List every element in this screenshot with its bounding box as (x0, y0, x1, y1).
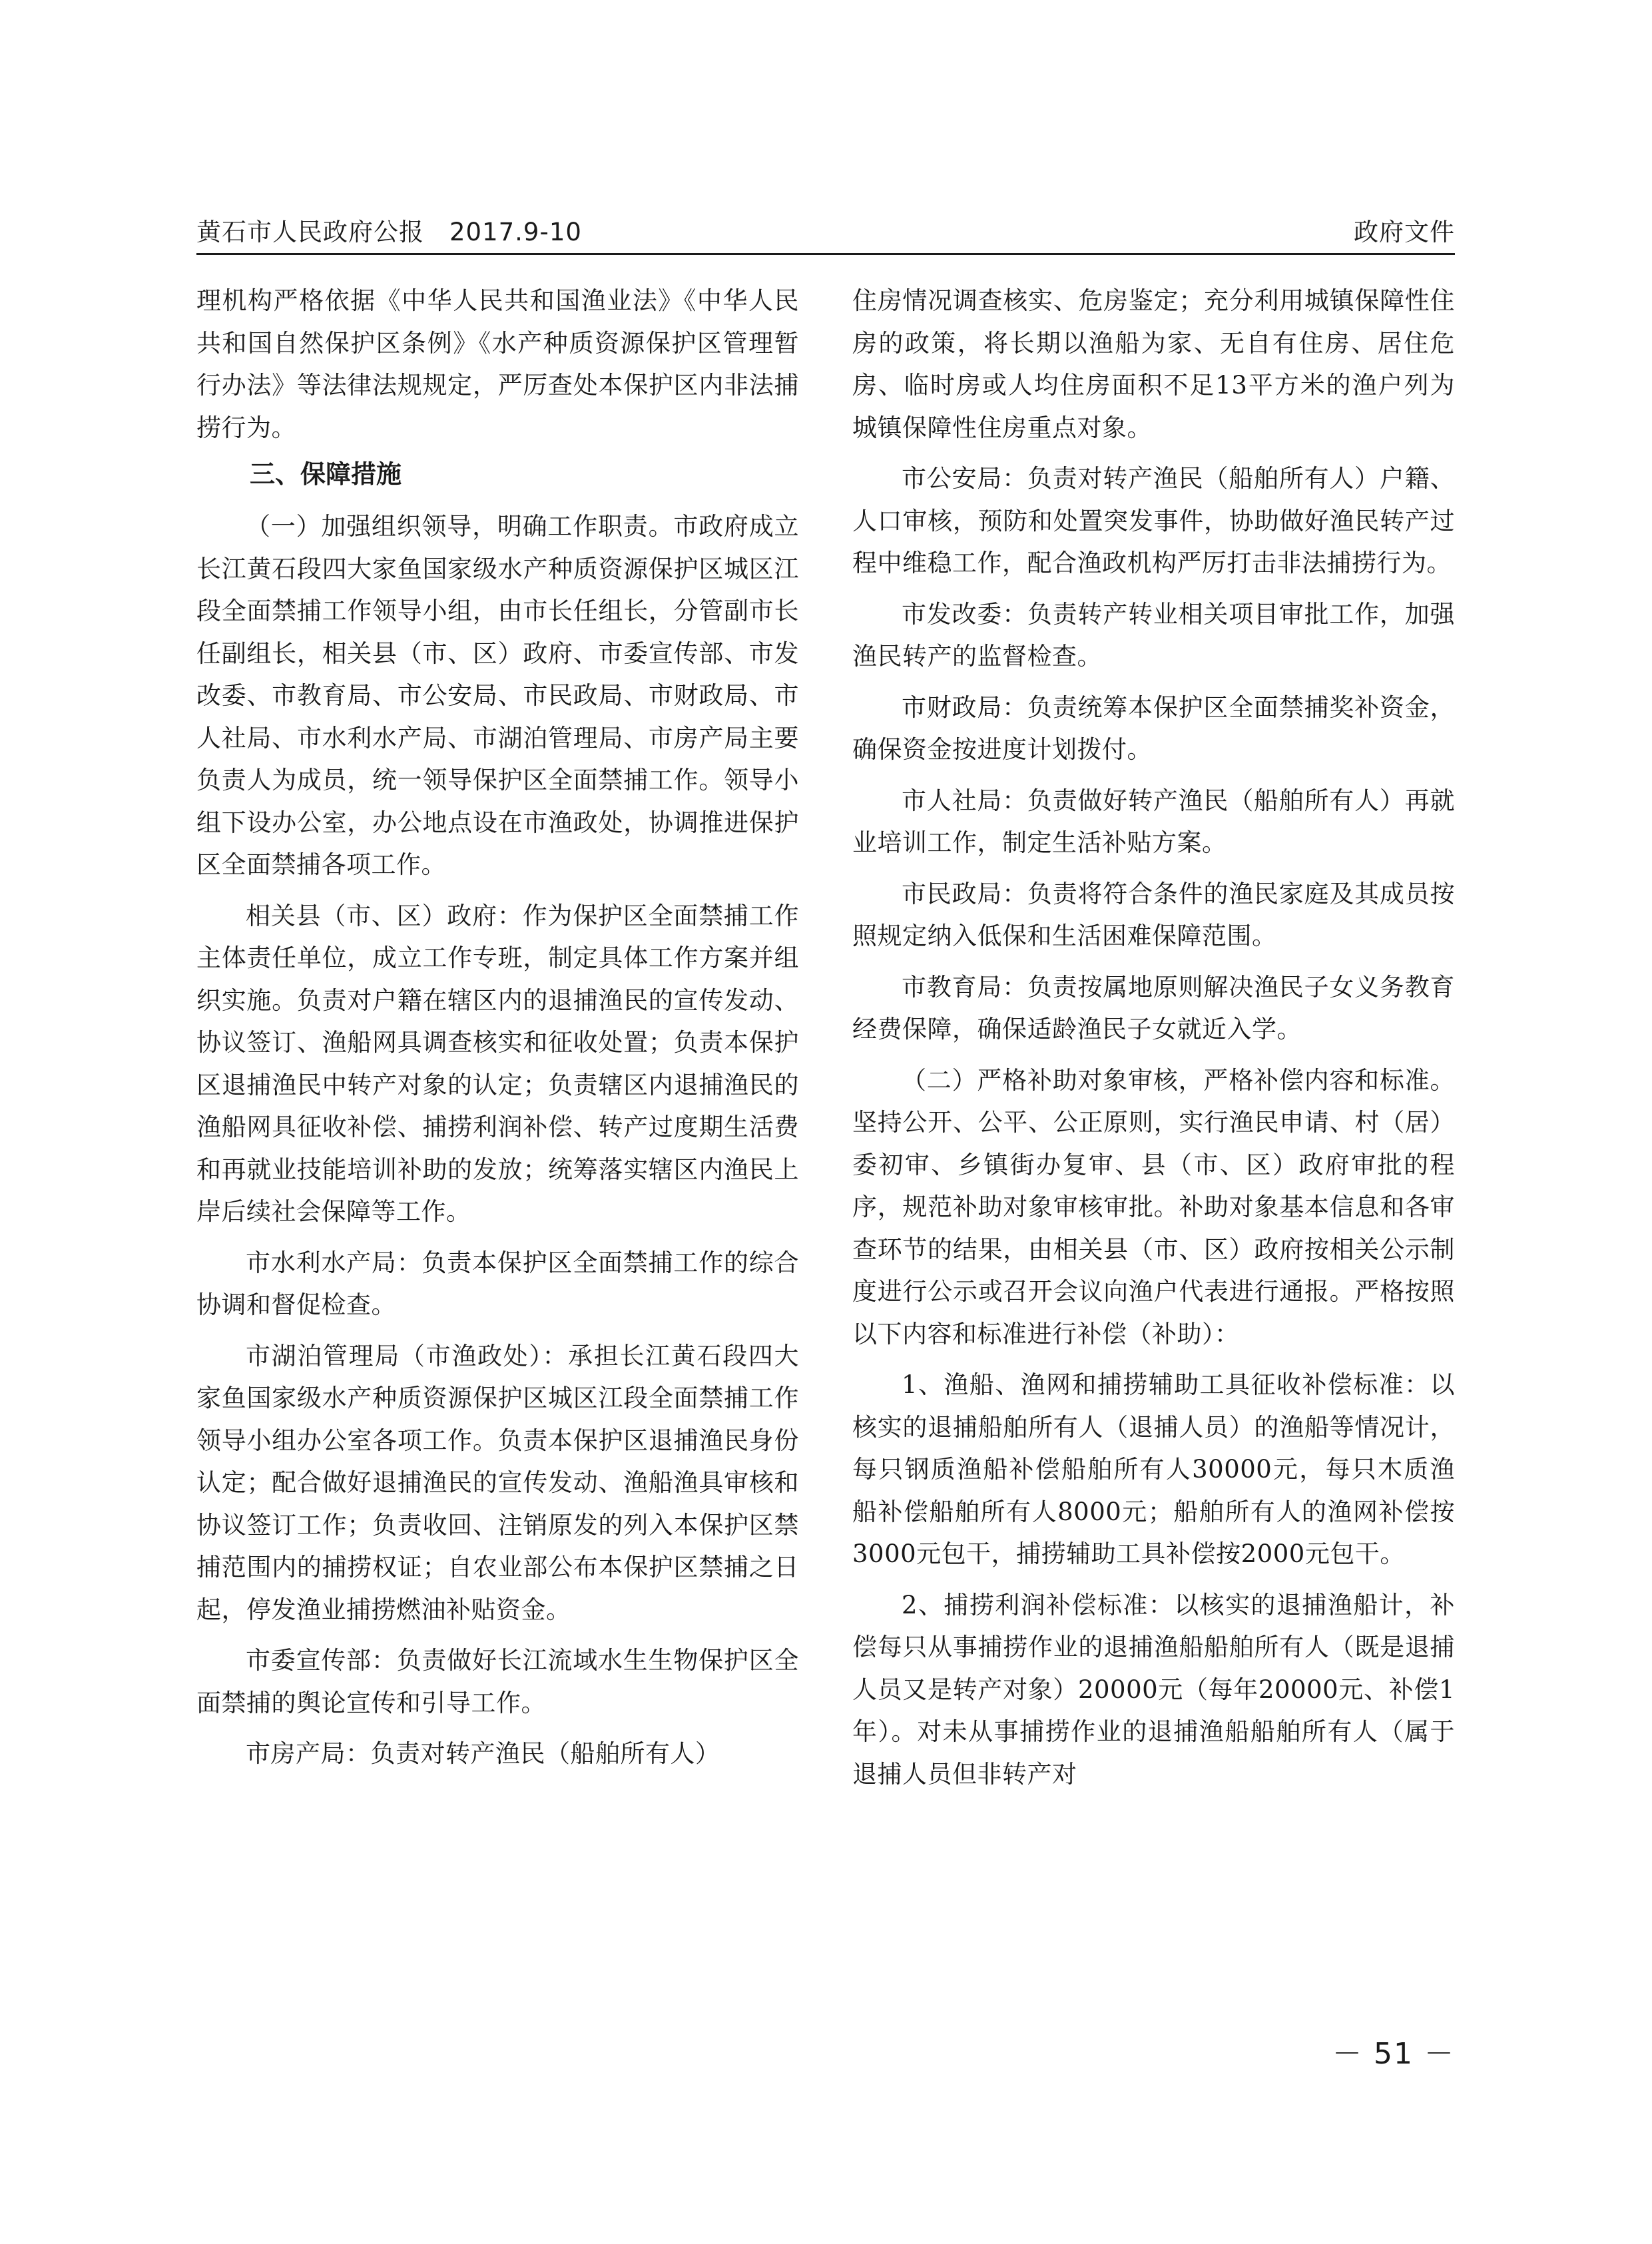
section-heading: 三、保障措施 (250, 459, 402, 489)
paragraph: 市发改委：负责转产转业相关项目审批工作，加强渔民转产的监督检查。 (852, 599, 1455, 671)
right-column (852, 280, 1455, 1795)
paragraph: 2、捕捞利润补偿标准：以核实的退捕渔船计，补偿每只从事捕捞作业的退捕渔船船舶所有人（既是退捕人员又是转产对象）20000元（每年20000元、补偿1年）。对未从事捕捞作业的退捕渔船船舶所有人（属于退捕人员但非转产对 (852, 1590, 1455, 1789)
paragraph: 市人社局：负责做好转产渔民（船舶所有人）再就业培训工作，制定生活补贴方案。 (852, 786, 1455, 857)
paragraph: 市教育局：负责按属地原则解决渔民子女义务教育经费保障，确保适龄渔民子女就近入学。 (852, 972, 1455, 1043)
paragraph: 市湖泊管理局（市渔政处）：承担长江黄石段四大家鱼国家级水产种质资源保护区城区江段全面禁捕工作领导小组办公室各项工作。负责本保护区退捕渔民身份认定；配合做好退捕渔民的宣传发动、渔船渔具审核和协议签订工作；负责收回、注销原发的列入本保护区禁捕范围内的捕捞权证；自农业部公布本保护区禁捕之日起，停发渔业捕捞燃油补贴资金。 (196, 1341, 799, 1624)
paragraph: 市财政局：负责统筹本保护区全面禁捕奖补资金，确保资金按进度计划拨付。 (852, 693, 1455, 764)
paragraph: 市水利水产局：负责本保护区全面禁捕工作的综合协调和督促检查。 (196, 1248, 799, 1319)
left-column (196, 280, 799, 1775)
paragraph: （二）严格补助对象审核，严格补偿内容和标准。坚持公开、公平、公正原则，实行渔民申请、村（居）委初审、乡镇街办复审、县（市、区）政府审批的程序，规范补助对象审核审批。补助对象基本信息和各审查环节的结果，由相关县（市、区）政府按相关公示制度进行公示或召开会议向渔户代表进行通报。严格按照以下内容和标准进行补偿（补助）： (852, 1065, 1455, 1348)
paragraph: 住房情况调查核实、危房鉴定；充分利用城镇保障性住房的政策，将长期以渔船为家、无自有住房、居住危房、临时房或人均住房面积不足13平方米的渔户列为城镇保障性住房重点对象。 (852, 286, 1455, 442)
section-label: 政府文件 (1354, 218, 1455, 246)
header-divider (196, 253, 1455, 255)
paragraph: 市民政局：负责将符合条件的渔民家庭及其成员按照规定纳入低保和生活困难保障范围。 (852, 879, 1455, 950)
page-number: － 51 － (1332, 2037, 1455, 2071)
paragraph: 市房产局：负责对转产渔民（船舶所有人） (246, 1739, 720, 1768)
paragraph: 市公安局：负责对转产渔民（船舶所有人）户籍、人口审核，预防和处置突发事件，协助做好渔民转产过程中维稳工作，配合渔政机构严厉打击非法捕捞行为。 (852, 464, 1455, 577)
paragraph: （一）加强组织领导，明确工作职责。市政府成立长江黄石段四大家鱼国家级水产种质资源保护区城区江段全面禁捕工作领导小组，由市长任组长，分管副市长任副组长，相关县（市、区）政府、市委宣传部、市发改委、市教育局、市公安局、市民政局、市财政局、市人社局、市水利水产局、市湖泊管理局、市房产局主要负责人为成员，统一领导保护区全面禁捕工作。领导小组下设办公室，办公地点设在市渔政处，协调推进保护区全面禁捕各项工作。 (196, 512, 799, 879)
paragraph: 市委宣传部：负责做好长江流域水生生物保护区全面禁捕的舆论宣传和引导工作。 (196, 1646, 799, 1717)
paragraph: 相关县（市、区）政府：作为保护区全面禁捕工作主体责任单位，成立工作专班，制定具体工作方案并组织实施。负责对户籍在辖区内的退捕渔民的宣传发动、协议签订、渔船网具调查核实和征收处置；负责本保护区退捕渔民中转产对象的认定；负责辖区内退捕渔民的渔船网具征收补偿、捕捞利润补偿、转产过度期生活费和再就业技能培训补助的发放；统筹落实辖区内渔民上岸后续社会保障等工作。 (196, 901, 799, 1226)
running-header (196, 208, 1455, 248)
paragraph: 1、渔船、渔网和捕捞辅助工具征收补偿标准：以核实的退捕船舶所有人（退捕人员）的渔船等情况计，每只钢质渔船补偿船舶所有人30000元，每只木质渔船补偿船舶所有人8000元；船舶所有人的渔网补偿按3000元包干，捕捞辅助工具补偿按2000元包干。 (852, 1370, 1455, 1568)
paragraph: 理机构严格依据《中华人民共和国渔业法》《中华人民共和国自然保护区条例》《水产种质资源保护区管理暂行办法》等法律法规规定，严厉查处本保护区内非法捕捞行为。 (196, 286, 799, 442)
publication-title: 黄石市人民政府公报 2017.9-10 (196, 218, 582, 246)
